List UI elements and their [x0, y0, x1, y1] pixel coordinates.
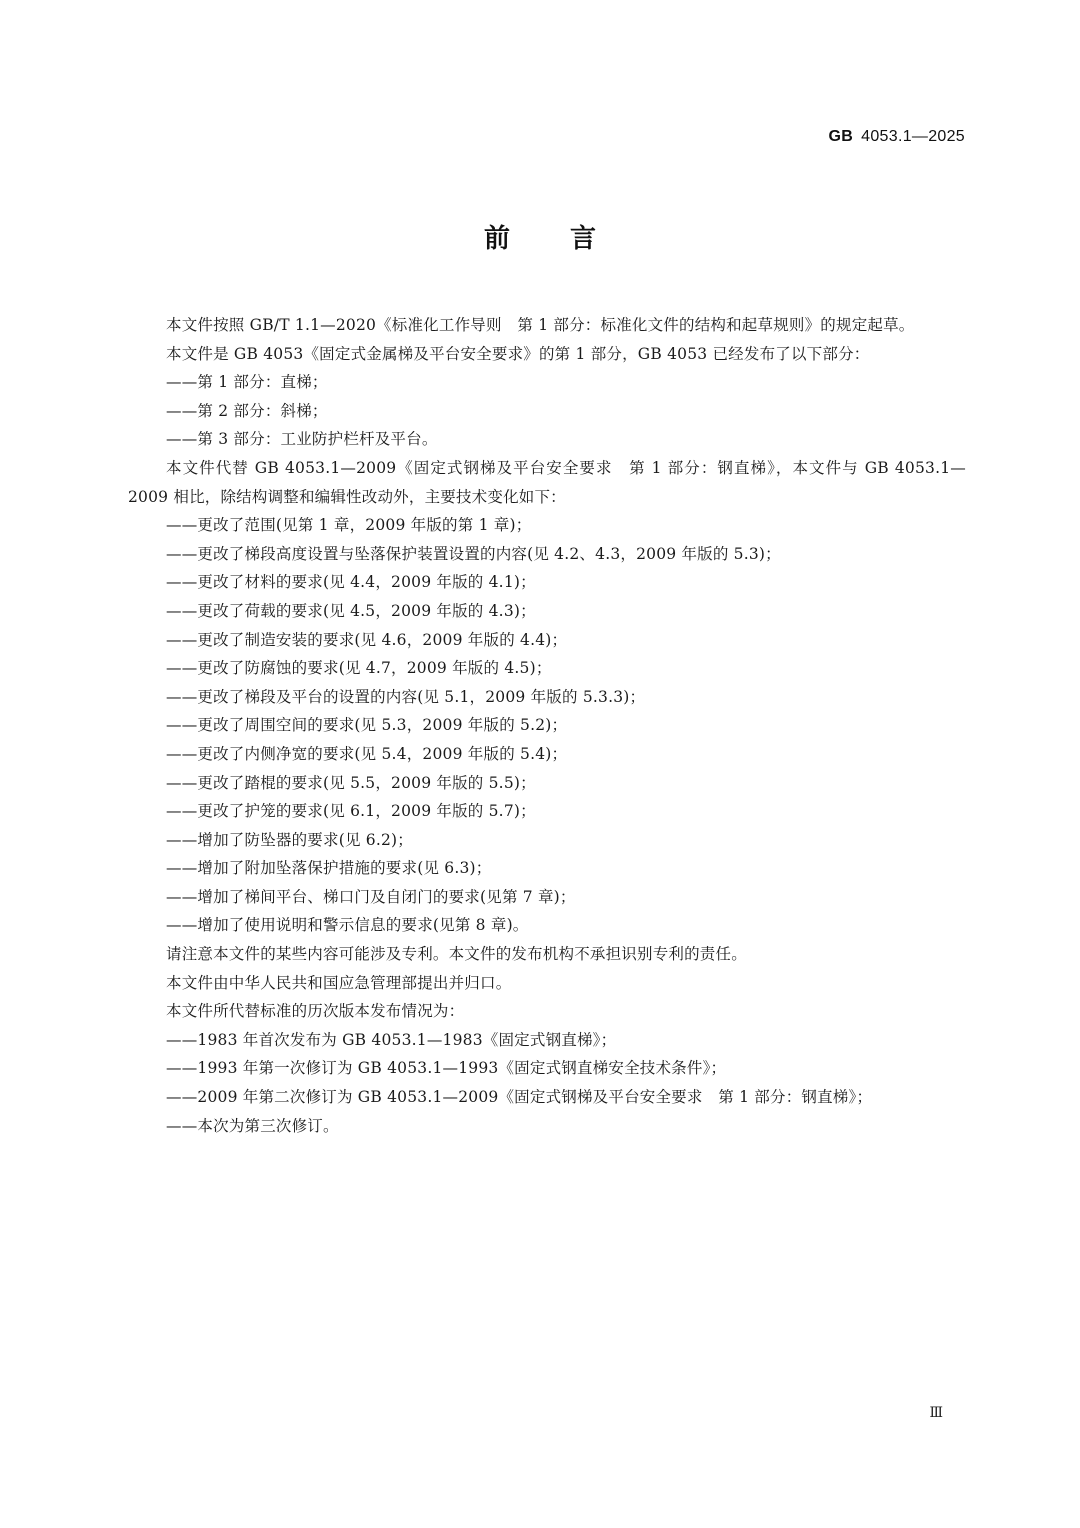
list-item: ——增加了附加坠落保护措施的要求(见 6.3)；: [166, 859, 492, 878]
page-number: Ⅲ: [929, 1405, 943, 1421]
list-item: ——更改了踏棍的要求(见 5.5，2009 年版的 5.5)；: [166, 773, 536, 792]
list-item: ——更改了荷载的要求(见 4.5，2009 年版的 4.3)；: [166, 601, 536, 620]
list-item: ——更改了护笼的要求(见 6.1，2009 年版的 5.7)；: [166, 802, 536, 821]
list-item: ——更改了梯段及平台的设置的内容(见 5.1，2009 年版的 5.3.3)；: [166, 687, 646, 706]
list-item: ——增加了梯间平台、梯口门及自闭门的要求(见第 7 章)；: [166, 887, 576, 906]
standard-prefix: GB: [828, 128, 854, 145]
foreword-body: [128, 311, 966, 1140]
list-item: ——更改了制造安装的要求(见 4.6，2009 年版的 4.4)；: [166, 630, 568, 649]
paragraph: 本文件由中华人民共和国应急管理部提出并归口。: [166, 973, 512, 992]
list-item: ——第 1 部分：直梯；: [166, 373, 328, 392]
standard-number: 4053.1—2025: [861, 128, 965, 145]
list-item: ——增加了防坠器的要求(见 6.2)；: [166, 830, 413, 849]
list-item: ——增加了使用说明和警示信息的要求(见第 8 章)。: [166, 916, 529, 935]
paragraph: 本文件所代替标准的历次版本发布情况为：: [166, 1002, 465, 1021]
list-item: ——更改了防腐蚀的要求(见 4.7，2009 年版的 4.5)；: [166, 659, 552, 678]
document-code: [829, 128, 965, 146]
list-item: ——第 2 部分：斜梯；: [166, 401, 328, 420]
list-item: ——1983 年首次发布为 GB 4053.1—1983《固定式钢直梯》；: [166, 1030, 617, 1049]
page-title: 前言: [483, 224, 656, 254]
paragraph: 本文件是 GB 4053《固定式金属梯及平台安全要求》的第 1 部分，GB 4053 已经发布了以下部分：: [166, 344, 870, 363]
list-item: ——1993 年第一次修订为 GB 4053.1—1993《固定式钢直梯安全技术条件》；: [166, 1059, 727, 1078]
list-item: ——更改了范围(见第 1 章，2009 年版的第 1 章)；: [166, 516, 532, 535]
list-item: ——2009 年第二次修订为 GB 4053.1—2009《固定式钢梯及平台安全要求 第 1 部分：钢直梯》；: [166, 1088, 873, 1107]
list-item: ——更改了材料的要求(见 4.4，2009 年版的 4.1)；: [166, 573, 536, 592]
paragraph: 请注意本文件的某些内容可能涉及专利。本文件的发布机构不承担识别专利的责任。: [166, 945, 747, 964]
list-item: ——更改了周围空间的要求(见 5.3，2009 年版的 5.2)；: [166, 716, 568, 735]
list-item: ——更改了梯段高度设置与坠落保护装置设置的内容(见 4.2、4.3，2009 年版的 5.3)；: [166, 544, 781, 563]
list-item: ——第 3 部分：工业防护栏杆及平台。: [166, 430, 438, 449]
paragraph: 本文件代替 GB 4053.1—2009《固定式钢梯及平台安全要求 第 1 部分：钢直梯》，本文件与 GB 4053.1—2009 相比，除结构调整和编辑性改动外，主要技术变化如下：: [128, 458, 966, 506]
list-item: ——本次为第三次修订。: [166, 1116, 339, 1135]
paragraph: 本文件按照 GB/T 1.1—2020《标准化工作导则 第 1 部分：标准化文件的结构和起草规则》的规定起草。: [166, 316, 915, 334]
list-item: ——更改了内侧净宽的要求(见 5.4，2009 年版的 5.4)；: [166, 744, 568, 763]
